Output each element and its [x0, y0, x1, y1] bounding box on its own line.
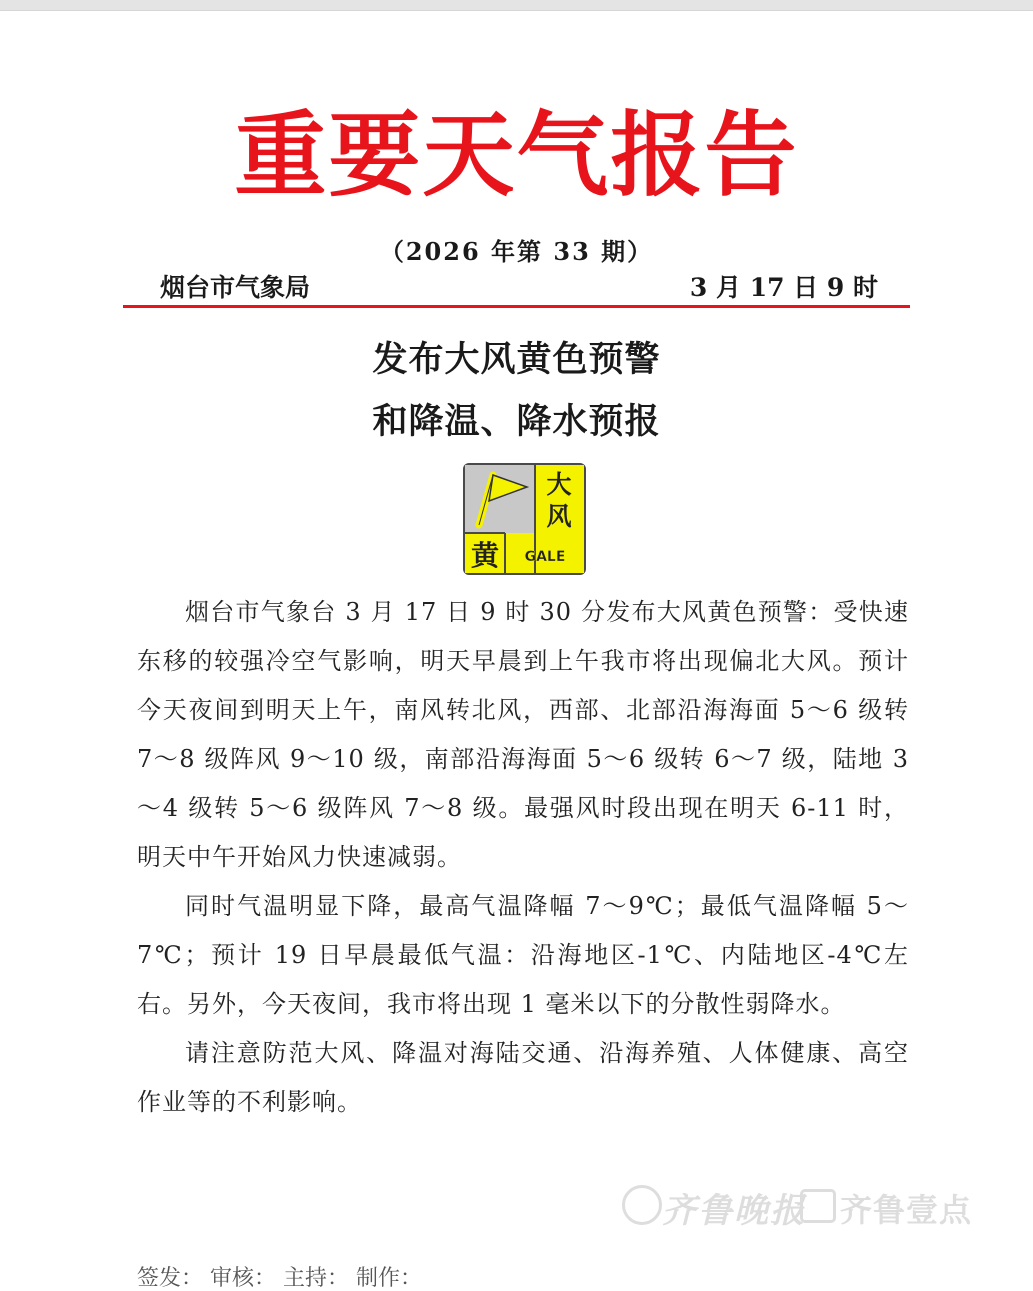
headline-line-1: 发布大风黄色预警: [372, 340, 661, 380]
red-divider: [123, 305, 910, 308]
issue-time: 3 月 17 日 9 时: [689, 273, 878, 302]
gale-yellow-warning-icon: [463, 463, 586, 575]
watermark-brand-2: 齐鲁壹点: [840, 1191, 973, 1229]
watermark-brand-1: 齐鲁晚报: [662, 1191, 806, 1231]
qilu-evening-logo-icon: [622, 1185, 662, 1225]
signal-char-top1: 大: [546, 470, 572, 499]
issue-number: （2026 年第 33 期）: [379, 237, 654, 266]
report-body: [137, 588, 909, 1127]
paragraph-warning: 烟台市气象台 3 月 17 日 9 时 30 分发布大风黄色预警：受快速东移的较强冷空气影响，明天早晨到上午我市将出现偏北大风。预计今天夜间到明天上午，南风转北风，西部、北部沿海海面 5～6 级转 7～8 级阵风 9～10 级，南部沿海海面 5～6 级转 6～7 级，陆地 3～4 级转 5～6 级阵风 7～8 级。最强风时段出现在明天 6-11 时，明天中午开始风力快速减弱。: [137, 598, 909, 871]
signal-char-top2: 风: [546, 502, 572, 531]
issuing-agency: 烟台市气象局: [160, 273, 311, 302]
signal-label-en: GALE: [524, 549, 566, 565]
signoff-line: 签发： 审核： 主持： 制作：: [137, 1266, 422, 1291]
paragraph-temperature: 同时气温明显下降，最高气温降幅 7～9℃；最低气温降幅 5～7℃；预计 19 日早晨最低气温：沿海地区-1℃、内陆地区-4℃左右。另外，今天夜间，我市将出现 1 毫米以下的分散性弱降水。: [137, 892, 909, 1018]
viewer-top-bar: [0, 0, 1033, 11]
paragraph-advisory: 请注意防范大风、降温对海陆交通、沿海养殖、人体健康、高空作业等的不利影响。: [137, 1039, 909, 1116]
qilu-yidian-logo-icon: [800, 1189, 836, 1223]
signal-grey-panel: [465, 465, 535, 533]
watermark: [622, 1175, 982, 1235]
signal-char-bottom: 黄: [470, 539, 500, 572]
headline-line-2: 和降温、降水预报: [372, 402, 661, 442]
report-masthead: 重要天气报告: [234, 101, 799, 209]
